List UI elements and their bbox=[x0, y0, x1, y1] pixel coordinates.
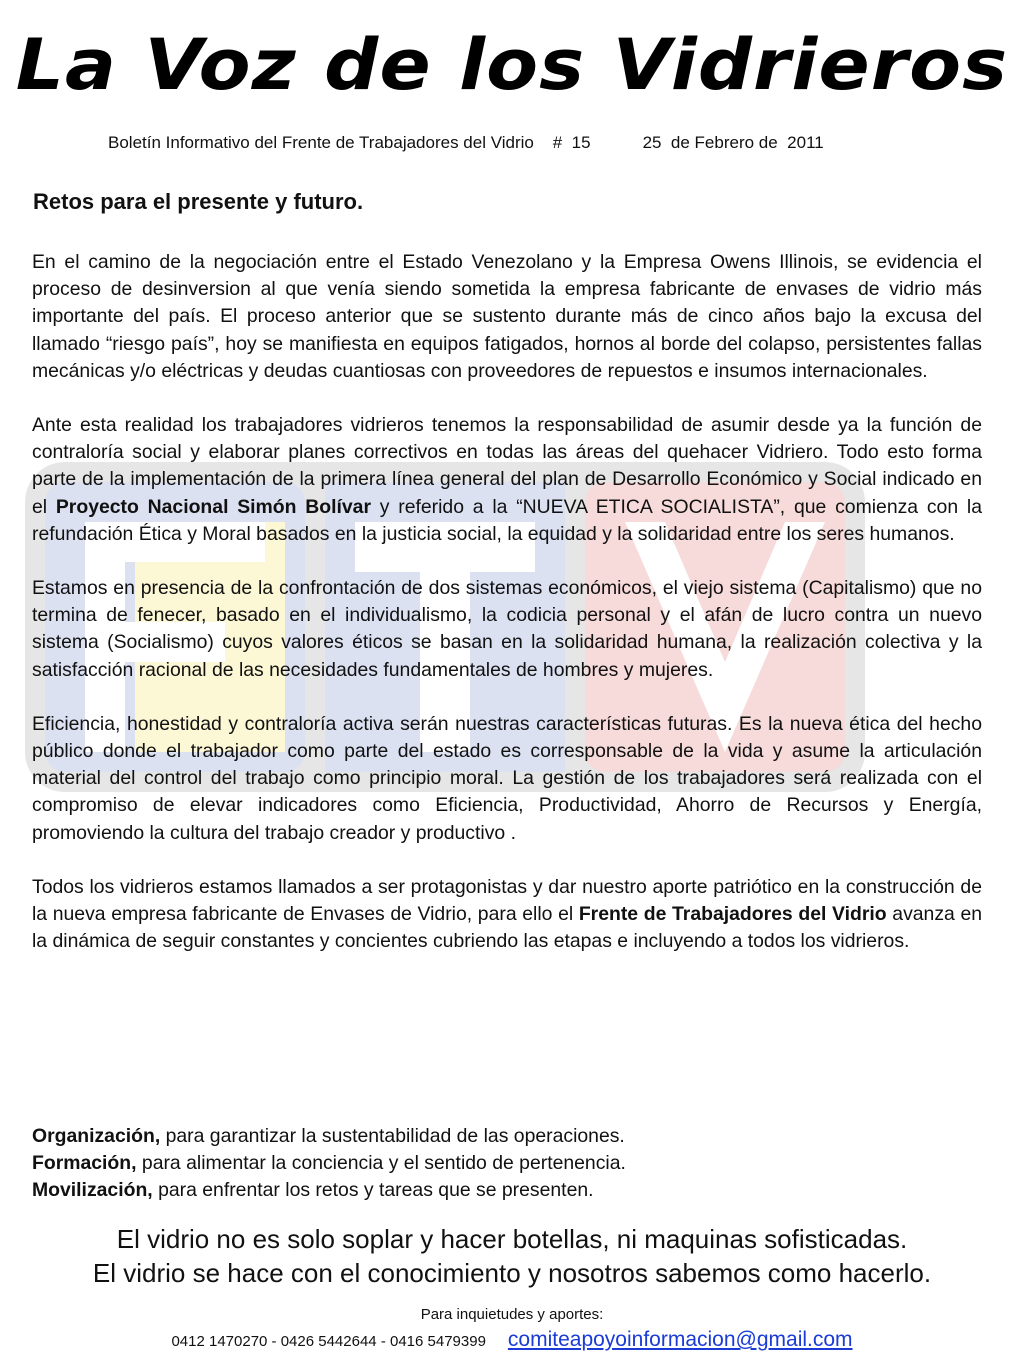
contact-label: Para inquietudes y aportes: bbox=[420, 1306, 604, 1323]
motto-line-2: El vidrio se hace con el conocimiento y nosotros sabemos como hacerlo. bbox=[92, 1258, 932, 1288]
bulletin-name: Boletín Informativo del Frente de Trabajadores del Vidrio bbox=[108, 133, 534, 152]
issue-number: # 15 bbox=[552, 133, 591, 152]
paragraph-2-text-a: Ante esta realidad los trabajadores vidrieros tenemos la responsabilidad de asumir desde ya la función de contraloría social y elaborar planes correctivos en todas las áreas del quehacer Vidriero. Todo esto forma parte de la implementación de la primera línea general del plan de Desarrollo Económico y Social indicado en el bbox=[32, 414, 982, 518]
paragraph-2 bbox=[32, 412, 982, 548]
paragraph-5-text-a: Todos los vidrieros estamos llamados a ser protagonistas y dar nuestro aporte patriótico en la construcción de la nueva empresa fabricante de Envases de Vidrio, para ello el bbox=[32, 875, 982, 926]
paragraph-2-text-b: y referido a la “NUEVA ETICA SOCIALISTA”, que comienza con la refundación Ética y Moral basados en la justicia social, la equidad y la solidaridad entre los seres humanos. bbox=[32, 495, 982, 545]
motto bbox=[0, 1222, 1024, 1290]
paragraph-3: Estamos en presencia de la confrontación de dos sistemas económicos, el viejo sistema (Capitalismo) que no termina de fenecer, basado en el individualismo, la codicia personal y el afán de lucro contra un nuevo sistema (Socialismo) cuyos valores éticos se basan en la solidaridad humana, la realización colectiva y la satisfacción racional de las necesidades fundamentales de hombres y mujeres. bbox=[32, 577, 982, 681]
email-link[interactable]: comiteapoyoinformacion@gmail.com bbox=[507, 1328, 853, 1351]
article-body bbox=[32, 249, 982, 982]
contact-line bbox=[0, 1327, 1024, 1355]
point-text: para garantizar la sustentabilidad de las operaciones. bbox=[165, 1125, 625, 1147]
issue-date: 25 de Febrero de 2011 bbox=[642, 133, 824, 152]
paragraph-1: En el camino de la negociación entre el Estado Venezolano y la Empresa Owens Illinois, se evidencia el proceso de desinversion al que venía siendo sometida la empresa fabricante de envases de vidrio más importante del país. El proceso anterior que se sustento durante más de cinco años bajo la excusa del llamado “riesgo país”, hoy se manifiesta en equipos fatigados, hornos al borde del colapso, persistentes fallas mecánicas y/o eléctricas y deudas cuantiosas con proveedores de repuestos e insumos internacionales. bbox=[32, 251, 982, 382]
phone-numbers: 0412 1470270 - 0426 5442644 - 0416 5479399 bbox=[171, 1333, 486, 1350]
paragraph-4: Eficiencia, honestidad y contraloría activa serán nuestras características futuras. Es la nueva ética del hecho público donde el trabajador como parte del estado es corresponsable de la vida y asume la articulación material del control del trabajo como principio moral. La gestión de los trabajadores será realizada con el compromiso de elevar indicadores como Eficiencia, Productividad, Ahorro de Recursos y Energía, promoviendo la cultura del trabajo creador y productivo . bbox=[32, 712, 982, 844]
point-formacion bbox=[32, 1150, 982, 1177]
frente-bold: Frente de Trabajadores del Vidrio bbox=[578, 903, 887, 926]
point-organizacion bbox=[32, 1123, 982, 1150]
point-term: Formación, bbox=[32, 1152, 137, 1175]
point-text: para alimentar la conciencia y el sentido de pertenencia. bbox=[141, 1152, 626, 1175]
issue-line bbox=[108, 132, 928, 154]
point-text: para enfrentar los retos y tareas que se presenten. bbox=[158, 1179, 594, 1202]
proyecto-nacional-bold: Proyecto Nacional Simón Bolívar bbox=[55, 495, 371, 518]
newsletter-title: La Voz de los Vidrieros bbox=[15, 24, 1009, 106]
point-movilizacion bbox=[32, 1177, 982, 1204]
article-headline: Retos para el presente y futuro. bbox=[33, 189, 364, 214]
paragraph-5-text-b: avanza en la dinámica de seguir constantes y concientes cubriendo las etapas e incluyendo a todos los vidrieros. bbox=[32, 903, 983, 953]
point-term: Organización, bbox=[32, 1125, 161, 1147]
key-points bbox=[32, 1123, 982, 1205]
point-term: Movilización, bbox=[32, 1179, 153, 1202]
paragraph-5 bbox=[32, 874, 982, 956]
motto-line-1: El vidrio no es solo soplar y hacer botellas, ni maquinas sofisticadas. bbox=[116, 1224, 908, 1254]
